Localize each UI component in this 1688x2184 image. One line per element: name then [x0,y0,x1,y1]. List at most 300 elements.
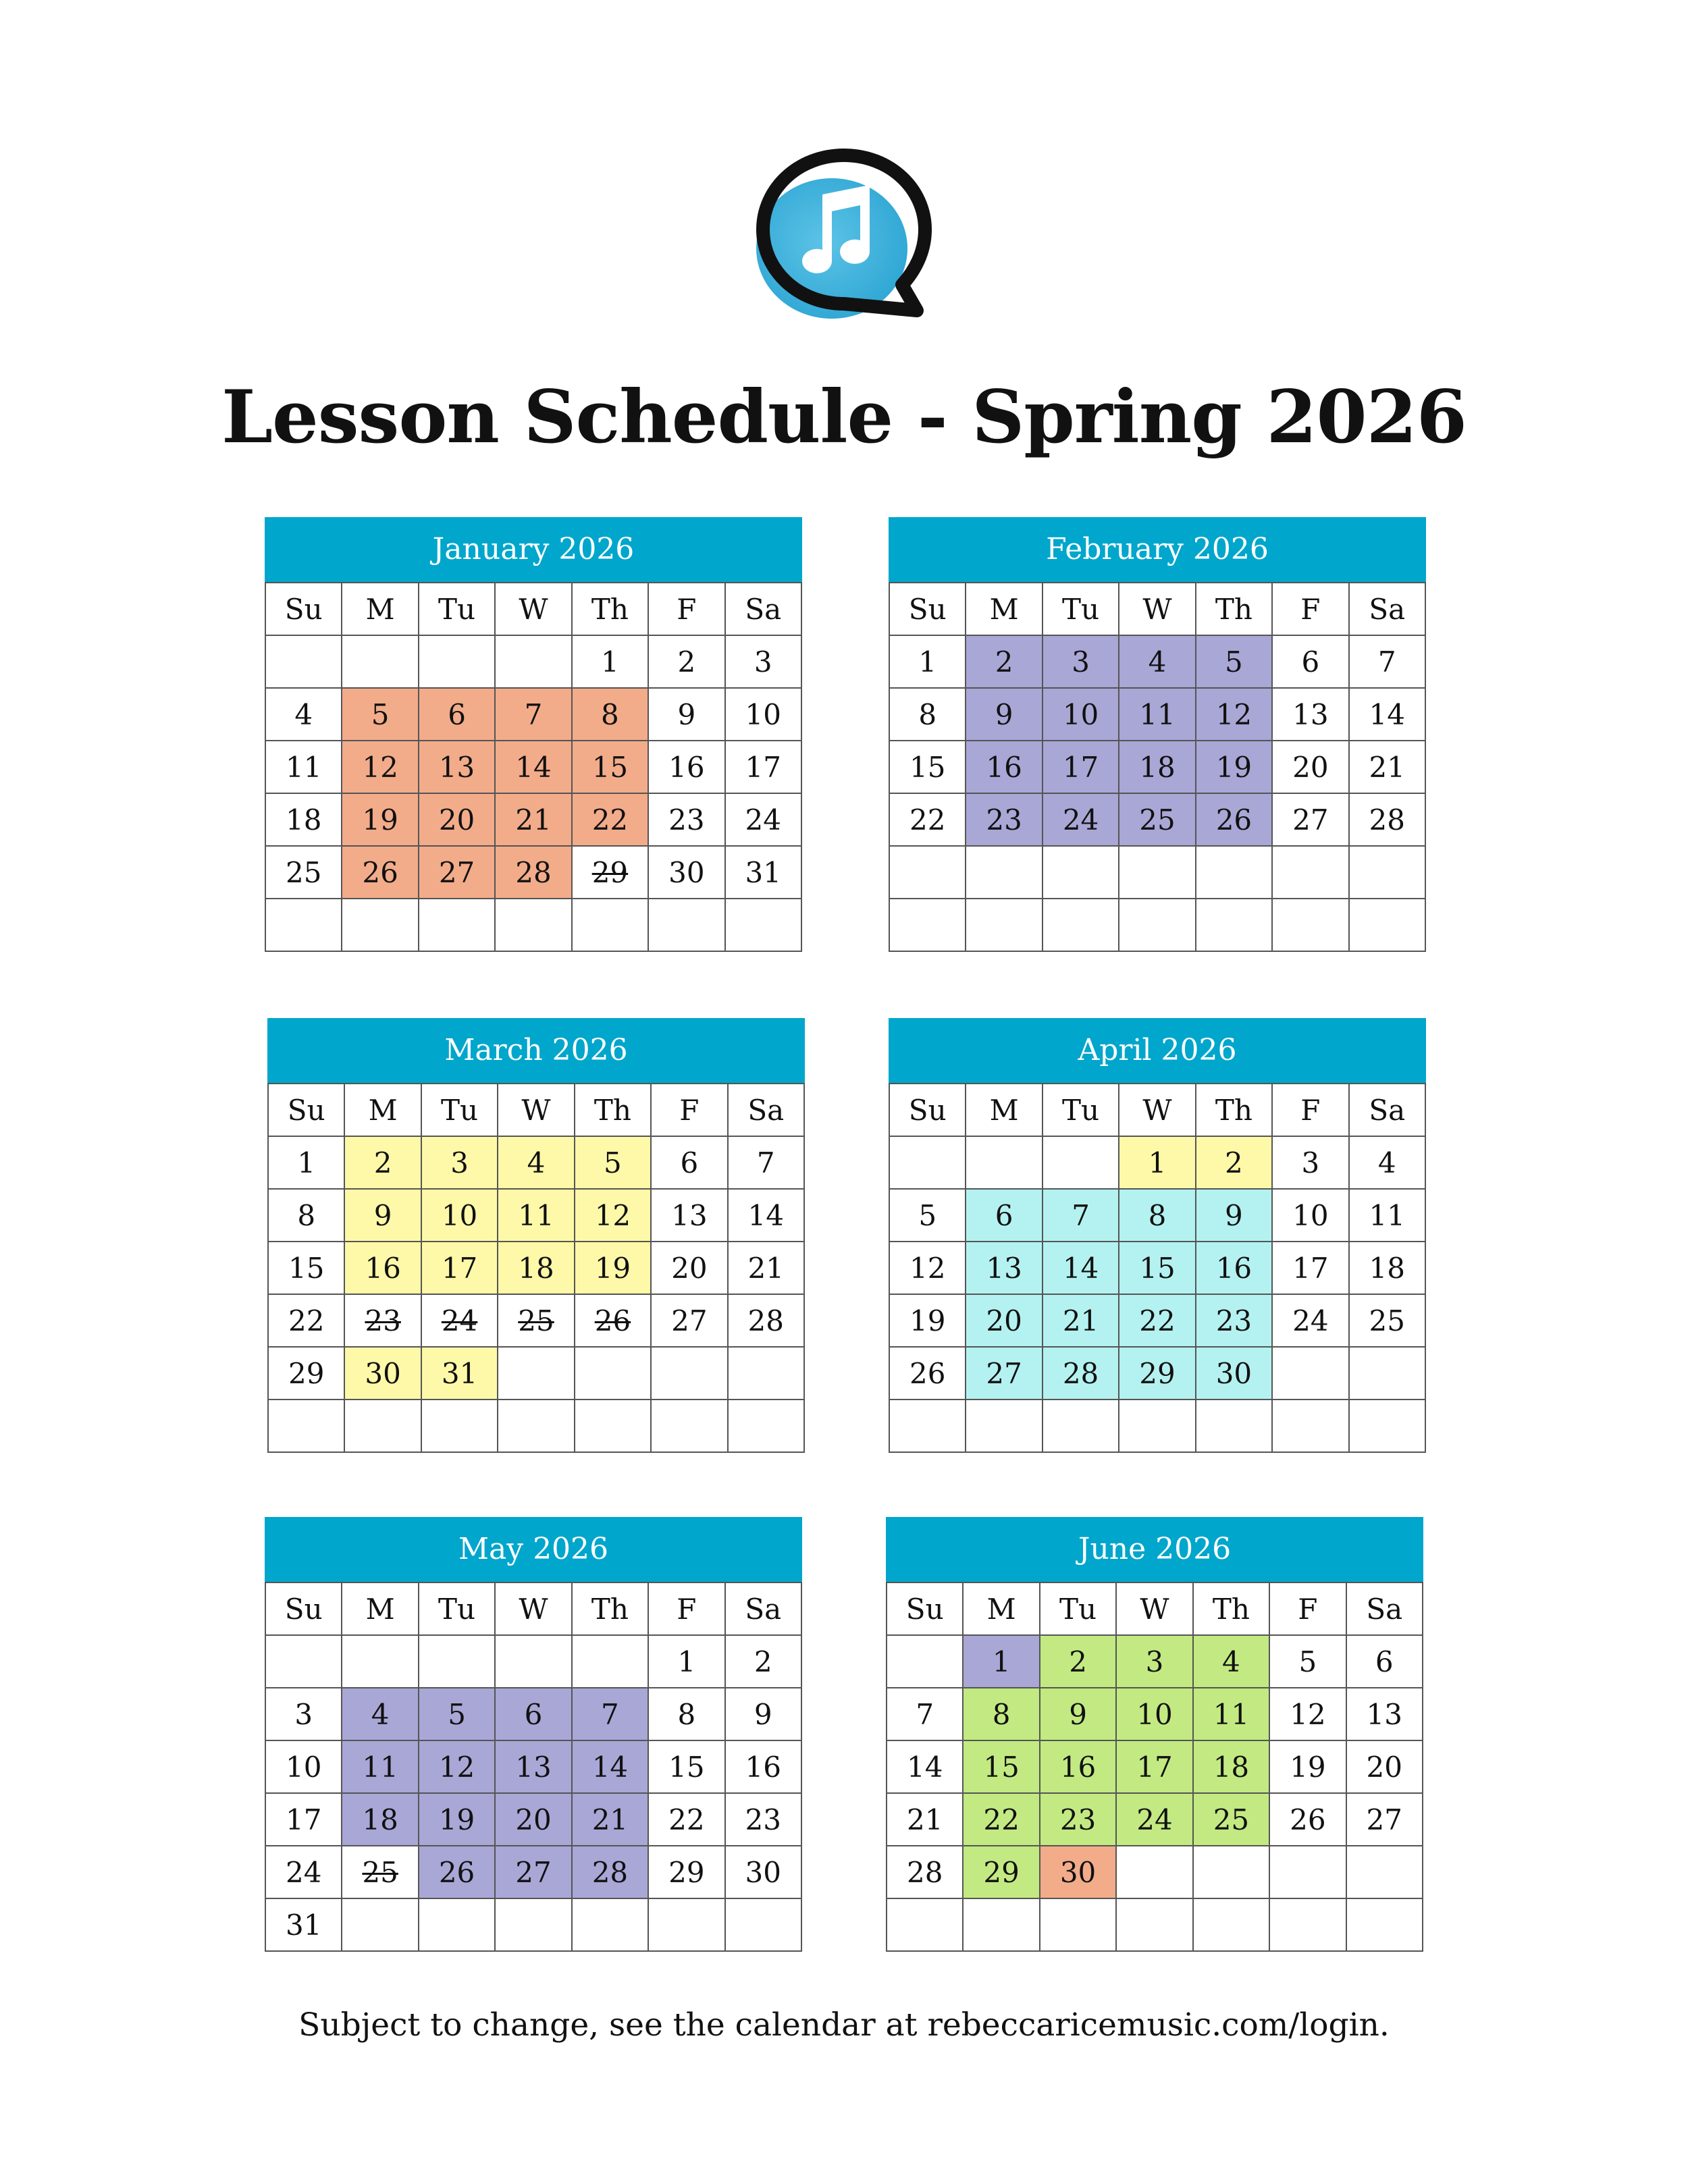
weekday-header: Th [1196,1084,1273,1137]
day-cell: 18 [1194,1741,1270,1794]
day-cell: 12 [342,741,419,794]
weekday-header: W [496,1583,572,1636]
empty-cell [1194,1899,1270,1952]
calendar-june [886,1517,1423,1952]
day-cell: 26 [1196,794,1273,847]
day-cell: 5 [419,1688,496,1741]
day-cell: 25 [498,1295,575,1348]
day-cell: 26 [575,1295,652,1348]
weekday-header: Sa [1350,1084,1426,1137]
day-cell: 17 [266,1794,342,1846]
day-cell: 2 [1040,1636,1117,1688]
empty-cell [419,636,496,689]
day-cell: 16 [1196,1242,1273,1295]
day-cell: 22 [649,1794,725,1846]
day-cell: 6 [419,689,496,741]
weekday-header: Sa [726,583,802,636]
day-cell: 30 [726,1846,802,1899]
calendar-may [265,1517,802,1952]
weekday-header: F [649,583,725,636]
empty-cell [1040,1899,1117,1952]
day-cell: 27 [496,1846,572,1899]
day-cell: 16 [649,741,725,794]
day-cell: 27 [419,847,496,899]
day-cell: 30 [345,1348,421,1400]
empty-cell [1350,899,1426,952]
weekday-header: M [342,1583,419,1636]
day-cell: 23 [1040,1794,1117,1846]
empty-cell [573,899,649,952]
day-cell: 7 [1350,636,1426,689]
day-cell: 7 [729,1137,805,1190]
day-cell: 8 [964,1688,1040,1741]
day-cell: 13 [419,741,496,794]
day-cell: 28 [887,1846,964,1899]
day-cell: 3 [726,636,802,689]
day-cell: 26 [342,847,419,899]
empty-cell [1350,1348,1426,1400]
empty-cell [890,899,966,952]
day-cell: 2 [726,1636,802,1688]
empty-cell [496,1899,572,1952]
day-cell: 6 [1347,1636,1423,1688]
empty-cell [342,636,419,689]
weekday-header: M [342,583,419,636]
day-cell: 31 [726,847,802,899]
day-cell: 21 [496,794,572,847]
calendar-january [265,517,802,952]
day-cell: 31 [266,1899,342,1952]
day-cell: 26 [419,1846,496,1899]
weekday-header: Th [1194,1583,1270,1636]
empty-cell [726,899,802,952]
weekday-header: W [498,1084,575,1137]
day-cell: 19 [342,794,419,847]
empty-cell [496,1636,572,1688]
empty-cell [649,899,725,952]
day-cell: 5 [890,1190,966,1242]
day-cell: 28 [1043,1348,1119,1400]
month-header: January 2026 [265,517,802,582]
weekday-header: F [649,1583,725,1636]
weekday-header: F [1270,1583,1346,1636]
day-cell: 4 [1119,636,1196,689]
day-cell: 6 [652,1137,728,1190]
day-cell: 1 [573,636,649,689]
empty-cell [1270,1899,1346,1952]
empty-cell [266,636,342,689]
day-cell: 10 [726,689,802,741]
empty-cell [1350,847,1426,899]
day-cell: 29 [269,1348,345,1400]
empty-cell [729,1348,805,1400]
day-cell: 1 [890,636,966,689]
empty-cell [966,899,1043,952]
day-cell: 9 [345,1190,421,1242]
day-cell: 16 [726,1741,802,1794]
calendar-grid [886,1582,1423,1952]
calendar-grid [265,582,802,952]
empty-cell [964,1899,1040,1952]
empty-cell [1273,847,1349,899]
day-cell: 5 [342,689,419,741]
empty-cell [1043,899,1119,952]
month-header: June 2026 [886,1517,1423,1582]
day-cell: 28 [496,847,572,899]
day-cell: 19 [1196,741,1273,794]
weekday-header: Th [1196,583,1273,636]
empty-cell [966,1137,1043,1190]
day-cell: 25 [1194,1794,1270,1846]
day-cell: 1 [1119,1137,1196,1190]
day-cell: 13 [1347,1688,1423,1741]
empty-cell [575,1348,652,1400]
weekday-header: Sa [729,1084,805,1137]
empty-cell [1350,1400,1426,1453]
empty-cell [652,1348,728,1400]
empty-cell [1273,1348,1349,1400]
weekday-header: Tu [1043,1084,1119,1137]
day-cell: 4 [498,1137,575,1190]
empty-cell [1347,1899,1423,1952]
day-cell: 17 [726,741,802,794]
day-cell: 29 [649,1846,725,1899]
empty-cell [1119,847,1196,899]
day-cell: 21 [1043,1295,1119,1348]
month-header: April 2026 [889,1018,1426,1083]
day-cell: 14 [887,1741,964,1794]
empty-cell [1347,1846,1423,1899]
day-cell: 2 [649,636,725,689]
weekday-header: M [966,1084,1043,1137]
weekday-header: Su [269,1084,345,1137]
day-cell: 22 [890,794,966,847]
day-cell: 20 [1347,1741,1423,1794]
weekday-header: F [652,1084,728,1137]
music-logo-icon [743,135,945,338]
empty-cell [422,1400,498,1453]
day-cell: 1 [649,1636,725,1688]
day-cell: 11 [266,741,342,794]
day-cell: 29 [1119,1348,1196,1400]
weekday-header: Tu [1043,583,1119,636]
day-cell: 27 [966,1348,1043,1400]
day-cell: 17 [422,1242,498,1295]
day-cell: 6 [496,1688,572,1741]
empty-cell [890,1137,966,1190]
day-cell: 30 [649,847,725,899]
weekday-header: W [1119,583,1196,636]
weekday-header: M [966,583,1043,636]
empty-cell [496,899,572,952]
day-cell: 22 [573,794,649,847]
month-header: May 2026 [265,1517,802,1582]
day-cell: 11 [498,1190,575,1242]
empty-cell [1273,1400,1349,1453]
empty-cell [269,1400,345,1453]
day-cell: 10 [266,1741,342,1794]
day-cell: 20 [966,1295,1043,1348]
empty-cell [419,1899,496,1952]
day-cell: 24 [422,1295,498,1348]
day-cell: 23 [1196,1295,1273,1348]
month-header: February 2026 [889,517,1426,582]
empty-cell [498,1348,575,1400]
day-cell: 2 [1196,1137,1273,1190]
day-cell: 12 [419,1741,496,1794]
day-cell: 11 [1119,689,1196,741]
day-cell: 17 [1117,1741,1193,1794]
day-cell: 9 [966,689,1043,741]
calendar-march [267,1018,805,1453]
empty-cell [1117,1899,1193,1952]
empty-cell [266,1636,342,1688]
empty-cell [573,1636,649,1688]
day-cell: 15 [649,1741,725,1794]
weekday-header: F [1273,1084,1349,1137]
day-cell: 7 [1043,1190,1119,1242]
day-cell: 26 [1270,1794,1346,1846]
day-cell: 20 [496,1794,572,1846]
empty-cell [729,1400,805,1453]
weekday-header: Tu [1040,1583,1117,1636]
day-cell: 11 [342,1741,419,1794]
day-cell: 31 [422,1348,498,1400]
day-cell: 19 [575,1242,652,1295]
day-cell: 11 [1194,1688,1270,1741]
weekday-header: F [1273,583,1349,636]
empty-cell [1196,847,1273,899]
weekday-header: M [345,1084,421,1137]
day-cell: 19 [890,1295,966,1348]
day-cell: 14 [1350,689,1426,741]
day-cell: 3 [266,1688,342,1741]
day-cell: 21 [1350,741,1426,794]
day-cell: 20 [652,1242,728,1295]
empty-cell [496,636,572,689]
calendar-february [889,517,1426,952]
day-cell: 5 [1196,636,1273,689]
day-cell: 29 [573,847,649,899]
day-cell: 27 [1347,1794,1423,1846]
day-cell: 25 [342,1846,419,1899]
weekday-header: Su [887,1583,964,1636]
day-cell: 10 [422,1190,498,1242]
day-cell: 5 [575,1137,652,1190]
day-cell: 25 [266,847,342,899]
day-cell: 12 [1196,689,1273,741]
day-cell: 22 [964,1794,1040,1846]
empty-cell [1119,1400,1196,1453]
day-cell: 15 [964,1741,1040,1794]
day-cell: 7 [496,689,572,741]
day-cell: 8 [1119,1190,1196,1242]
day-cell: 30 [1040,1846,1117,1899]
day-cell: 11 [1350,1190,1426,1242]
weekday-header: Th [573,1583,649,1636]
day-cell: 25 [1350,1295,1426,1348]
day-cell: 19 [419,1794,496,1846]
day-cell: 8 [890,689,966,741]
day-cell: 24 [726,794,802,847]
day-cell: 9 [649,689,725,741]
calendar-grid [889,1083,1426,1453]
day-cell: 6 [966,1190,1043,1242]
empty-cell [1194,1846,1270,1899]
empty-cell [887,1899,964,1952]
day-cell: 10 [1117,1688,1193,1741]
empty-cell [419,1636,496,1688]
day-cell: 8 [573,689,649,741]
day-cell: 4 [1350,1137,1426,1190]
day-cell: 9 [726,1688,802,1741]
empty-cell [573,1899,649,1952]
day-cell: 16 [966,741,1043,794]
page-title: Lesson Schedule - Spring 2026 [221,375,1467,460]
calendar-grid [267,1083,805,1453]
day-cell: 4 [266,689,342,741]
day-cell: 14 [496,741,572,794]
day-cell: 8 [649,1688,725,1741]
day-cell: 10 [1043,689,1119,741]
day-cell: 8 [269,1190,345,1242]
day-cell: 15 [269,1242,345,1295]
weekday-header: Th [573,583,649,636]
empty-cell [1270,1846,1346,1899]
day-cell: 28 [573,1846,649,1899]
day-cell: 26 [890,1348,966,1400]
empty-cell [966,847,1043,899]
day-cell: 19 [1270,1741,1346,1794]
day-cell: 23 [726,1794,802,1846]
month-header: March 2026 [267,1018,805,1083]
weekday-header: Tu [419,1583,496,1636]
empty-cell [887,1636,964,1688]
empty-cell [652,1400,728,1453]
day-cell: 18 [1350,1242,1426,1295]
empty-cell [726,1899,802,1952]
day-cell: 21 [887,1794,964,1846]
empty-cell [1043,847,1119,899]
day-cell: 1 [269,1137,345,1190]
weekday-header: Sa [1347,1583,1423,1636]
day-cell: 17 [1043,741,1119,794]
empty-cell [266,899,342,952]
day-cell: 12 [1270,1688,1346,1741]
weekday-header: Tu [419,583,496,636]
day-cell: 7 [573,1688,649,1741]
empty-cell [419,899,496,952]
weekday-header: W [1119,1084,1196,1137]
weekday-header: Su [266,1583,342,1636]
day-cell: 12 [575,1190,652,1242]
day-cell: 3 [1273,1137,1349,1190]
day-cell: 14 [573,1741,649,1794]
day-cell: 23 [966,794,1043,847]
day-cell: 3 [422,1137,498,1190]
day-cell: 22 [269,1295,345,1348]
day-cell: 6 [1273,636,1349,689]
empty-cell [342,1636,419,1688]
day-cell: 23 [345,1295,421,1348]
day-cell: 24 [1273,1295,1349,1348]
day-cell: 14 [1043,1242,1119,1295]
empty-cell [1117,1846,1193,1899]
empty-cell [342,899,419,952]
day-cell: 10 [1273,1190,1349,1242]
day-cell: 3 [1043,636,1119,689]
day-cell: 23 [649,794,725,847]
day-cell: 13 [652,1190,728,1242]
day-cell: 16 [345,1242,421,1295]
day-cell: 7 [887,1688,964,1741]
day-cell: 3 [1117,1636,1193,1688]
empty-cell [1043,1137,1119,1190]
day-cell: 9 [1196,1190,1273,1242]
weekday-header: Th [575,1084,652,1137]
footer-note: Subject to change, see the calendar at rebeccaricemusic.com/login. [298,2006,1390,2044]
empty-cell [890,847,966,899]
weekday-header: Sa [1350,583,1426,636]
day-cell: 27 [652,1295,728,1348]
day-cell: 14 [729,1190,805,1242]
day-cell: 4 [1194,1636,1270,1688]
empty-cell [345,1400,421,1453]
day-cell: 18 [266,794,342,847]
weekday-header: M [964,1583,1040,1636]
day-cell: 18 [498,1242,575,1295]
empty-cell [649,1899,725,1952]
calendar-april [889,1018,1426,1453]
empty-cell [1043,1400,1119,1453]
day-cell: 28 [729,1295,805,1348]
day-cell: 9 [1040,1688,1117,1741]
empty-cell [890,1400,966,1453]
day-cell: 28 [1350,794,1426,847]
day-cell: 4 [342,1688,419,1741]
day-cell: 1 [964,1636,1040,1688]
day-cell: 24 [266,1846,342,1899]
weekday-header: Sa [726,1583,802,1636]
day-cell: 16 [1040,1741,1117,1794]
day-cell: 29 [964,1846,1040,1899]
day-cell: 20 [419,794,496,847]
weekday-header: Su [890,1084,966,1137]
day-cell: 24 [1117,1794,1193,1846]
day-cell: 30 [1196,1348,1273,1400]
weekday-header: Su [890,583,966,636]
calendar-grid [265,1582,802,1952]
day-cell: 17 [1273,1242,1349,1295]
weekday-header: W [1117,1583,1193,1636]
day-cell: 25 [1119,794,1196,847]
day-cell: 24 [1043,794,1119,847]
weekday-header: Tu [422,1084,498,1137]
day-cell: 13 [966,1242,1043,1295]
day-cell: 15 [573,741,649,794]
empty-cell [1196,1400,1273,1453]
day-cell: 2 [345,1137,421,1190]
empty-cell [1196,899,1273,952]
day-cell: 12 [890,1242,966,1295]
day-cell: 13 [496,1741,572,1794]
empty-cell [575,1400,652,1453]
empty-cell [1119,899,1196,952]
day-cell: 21 [729,1242,805,1295]
day-cell: 21 [573,1794,649,1846]
day-cell: 22 [1119,1295,1196,1348]
empty-cell [342,1899,419,1952]
